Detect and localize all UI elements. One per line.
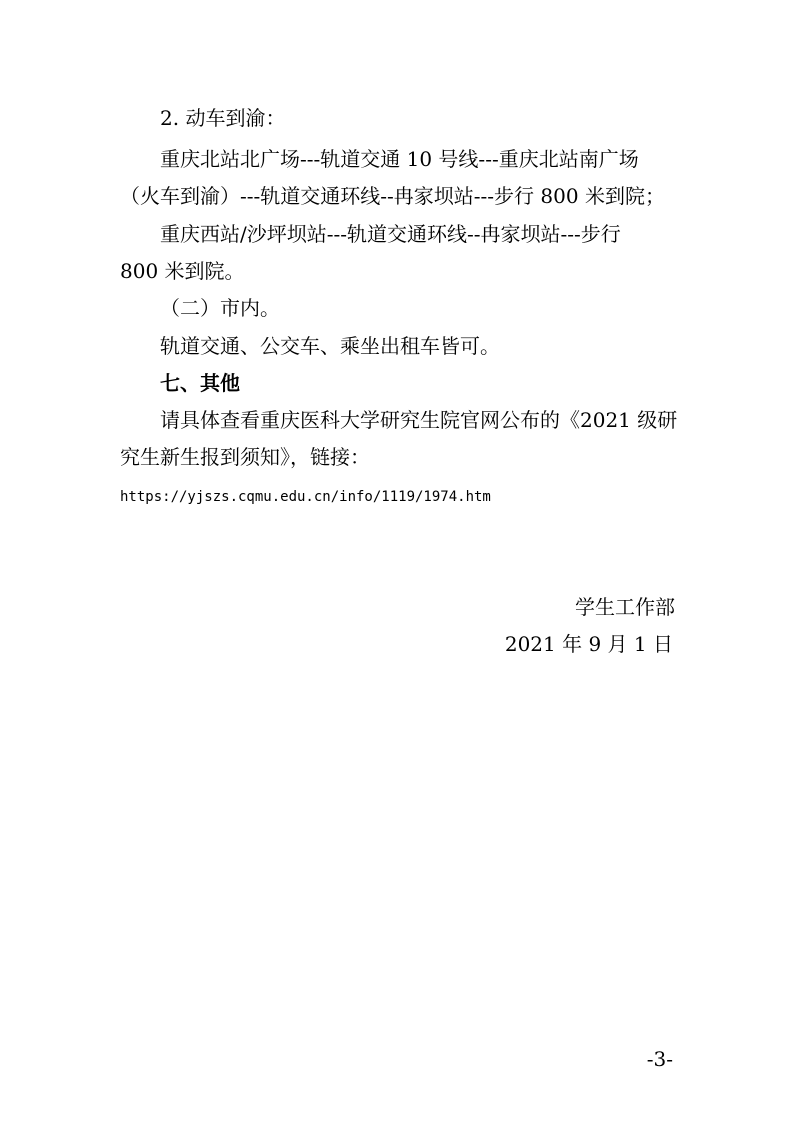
route1-line1: 重庆北站北广场---轨道交通 10 号线---重庆北站南广场 — [160, 147, 639, 171]
other-text-line1: 请具体查看重庆医科大学研究生院官网公布的《2021 级研 — [160, 408, 678, 432]
signature-date: 2021 年 9 月 1 日 — [504, 632, 673, 656]
route2-line1: 重庆西站/沙坪坝站---轨道交通环线--冉家坝站---步行 — [160, 222, 621, 246]
other-text-line2: 究生新生报到须知》，链接： — [120, 445, 370, 469]
route2-line2: 800 米到院。 — [120, 259, 245, 283]
link-url[interactable]: https://yjszs.cqmu.edu.cn/info/1119/1974.htm — [120, 489, 491, 505]
route1-line2: （火车到渝）---轨道交通环线--冉家坝站---步行 800 米到院； — [120, 184, 665, 208]
section-other-title: 七、其他 — [160, 371, 240, 395]
city-heading: （二）市内。 — [160, 296, 280, 320]
train-heading: 2. 动车到渝： — [160, 106, 286, 130]
signature-department: 学生工作部 — [575, 595, 675, 619]
city-text: 轨道交通、公交车、乘坐出租车皆可。 — [160, 334, 500, 358]
page-number: -3- — [646, 1047, 673, 1071]
